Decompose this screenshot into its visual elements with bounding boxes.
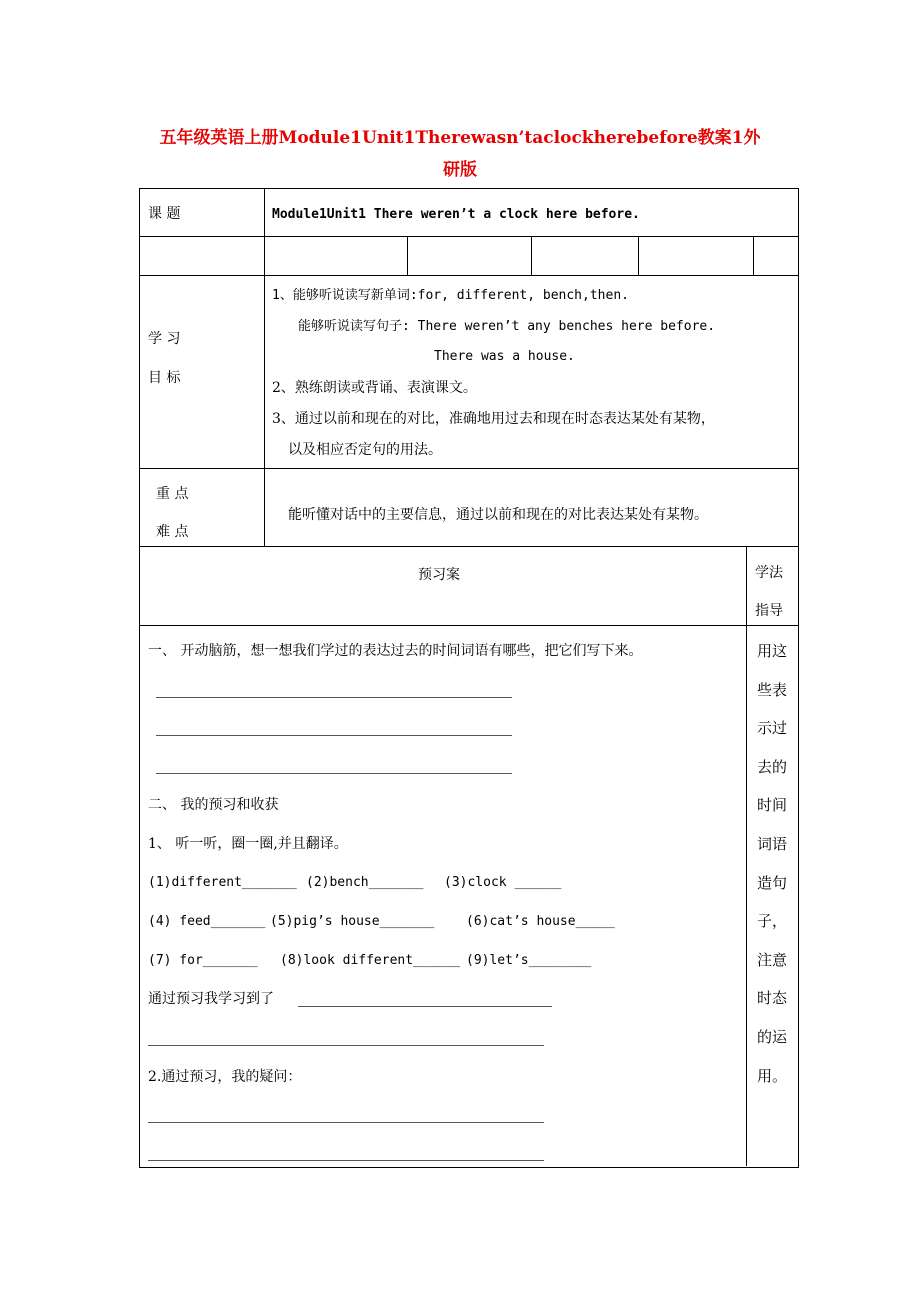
objectives-label-1: 学 习 — [148, 331, 181, 347]
preview-section-1: 一、 开动脑筋，想一想我们学过的表达过去的时间词语有哪些，把它们写下来。 — [148, 643, 643, 659]
vocab-item: (2)bench_______ — [306, 875, 424, 890]
answer-line[interactable] — [148, 1045, 544, 1046]
objective-line: 能够听说读写句子: There weren’t any benches here before. — [298, 319, 716, 334]
col-divider — [753, 236, 754, 275]
answer-line[interactable] — [148, 1160, 544, 1161]
task-1: 1、 听一听，圈一圈,并且翻译。 — [148, 836, 348, 852]
preview-header: 预习案 — [418, 567, 460, 583]
answer-line[interactable] — [156, 735, 512, 736]
method-guide-line: 去的 — [756, 757, 787, 776]
method-guide-line: 用。 — [756, 1066, 787, 1085]
vocab-item: (9)let’s________ — [466, 953, 592, 968]
keypoints-label-1: 重 点 — [156, 486, 189, 502]
vocab-item: (5)pig’s house_______ — [270, 914, 435, 929]
objectives-label-2: 目 标 — [148, 370, 181, 386]
answer-line[interactable] — [156, 773, 512, 774]
row-divider — [139, 468, 798, 469]
keypoints-value: 能听懂对话中的主要信息，通过以前和现在的对比表达某处有某物。 — [288, 507, 708, 523]
method-guide-line: 造句 — [756, 873, 787, 892]
objective-line: 1、能够听说读写新单词:for, different, bench,then. — [272, 288, 629, 303]
col-divider — [264, 188, 265, 546]
vocab-item: (3)clock ______ — [444, 875, 562, 890]
vocab-item: (7) for_______ — [148, 953, 258, 968]
objective-line: 3、通过以前和现在的对比，准确地用过去和现在时态表达某处有某物， — [272, 411, 715, 427]
learned-prompt: 通过预习我学习到了 — [148, 991, 274, 1007]
col-divider — [531, 236, 532, 275]
row-divider — [139, 236, 798, 237]
vocab-item: (1)different_______ — [148, 875, 297, 890]
method-guide-line: 示过 — [756, 719, 787, 738]
keypoints-label-2: 难 点 — [156, 524, 189, 540]
vocab-item: (6)cat’s house_____ — [466, 914, 615, 929]
document-title-line-2: 研版 — [443, 160, 477, 180]
row-divider — [139, 275, 798, 276]
topic-label: 课 题 — [148, 206, 181, 222]
question-prompt: 2.通过预习，我的疑问： — [148, 1069, 302, 1085]
method-header-2: 指导 — [755, 603, 783, 619]
answer-line[interactable] — [148, 1122, 544, 1123]
row-divider — [139, 546, 798, 547]
row-divider — [139, 625, 798, 626]
method-guide-line: 用这 — [756, 642, 787, 660]
document-title-line-1: 五年级英语上册Module1Unit1Therewasn’taclockherebefore教案1外 — [159, 128, 761, 148]
col-divider — [638, 236, 639, 275]
method-guide-line: 的运 — [756, 1027, 787, 1046]
method-guide-line: 子， — [756, 912, 787, 931]
objective-line: There was a house. — [434, 349, 575, 364]
answer-line[interactable] — [298, 1006, 552, 1007]
method-header-1: 学法 — [755, 565, 783, 581]
vocab-item: (8)look different______ — [280, 953, 461, 968]
answer-line[interactable] — [156, 697, 512, 698]
topic-value: Module1Unit1 There weren’t a clock here before. — [272, 207, 640, 222]
preview-section-2: 二、 我的预习和收获 — [148, 797, 279, 813]
objective-line: 2、熟练朗读或背诵、表演课文。 — [272, 380, 477, 396]
method-guide-line: 时间 — [756, 796, 787, 815]
document-title — [120, 122, 800, 186]
col-divider — [407, 236, 408, 275]
method-guide-line: 些表 — [756, 680, 787, 699]
vocab-item: (4) feed_______ — [148, 914, 266, 929]
method-guide-line: 注意 — [756, 950, 787, 969]
objective-line: 以及相应否定句的用法。 — [288, 442, 442, 458]
method-guide-line: 词语 — [756, 834, 787, 853]
method-guide — [747, 632, 797, 1095]
method-guide-line: 时态 — [756, 989, 787, 1008]
